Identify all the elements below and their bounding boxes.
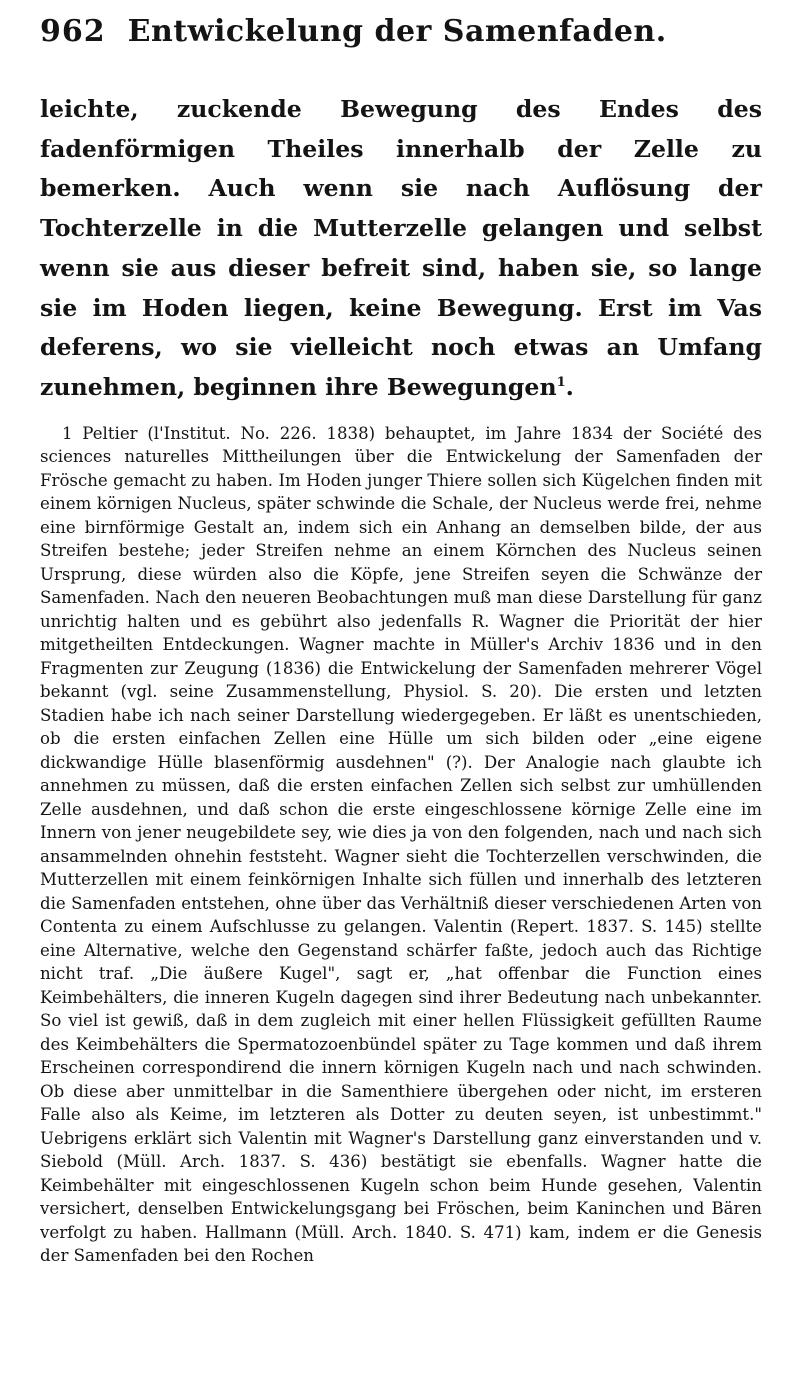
page-heading: Entwickelung der Samenfaden. <box>127 14 667 49</box>
book-page <box>40 14 762 1268</box>
main-paragraph-end: . <box>565 372 574 401</box>
page-number: 962 <box>40 14 106 49</box>
main-paragraph-text: leichte, zuckende Bewegung des Endes des fadenförmigen Theiles innerhalb der Zelle zu bemerken. Auch wenn sie nach Auflösung der Tochterzelle in die Mutterzelle gelangen und selbst wenn sie aus dieser befreit sind, haben sie, so lange sie im Hoden liegen, keine Bewegung. Erst im Vas deferens, wo sie vielleicht noch etwas an Umfang zunehmen, beginnen ihre Bewegungen <box>40 95 762 401</box>
main-text <box>40 90 762 408</box>
running-head <box>40 14 762 60</box>
footnote-reference: 1 <box>556 375 566 391</box>
footnote <box>40 422 762 1268</box>
main-paragraph <box>40 90 762 408</box>
footnote-text: 1 Peltier (l'Institut. No. 226. 1838) behauptet, im Jahre 1834 der Société des sciences naturelles Mittheilungen über die Entwickelung der Samenfaden der Frösche gemacht zu haben. Im Hoden junger Thiere sollen sich Kügelchen finden mit einem körnigen Nucleus, später schwinde die Schale, der Nucleus werde frei, nehme eine birnförmige Gestalt an, indem sich ein Anhang an demselben bilde, der aus Streifen bestehe; jeder Streifen nehme an einem Körnchen des Nucleus seinen Ursprung, diese würden also die Köpfe, jene Streifen seyen die Schwänze der Samenfaden. Nach den neueren Beobachtungen muß man diese Darstellung für ganz unrichtig halten und es gebührt also jedenfalls R. Wagner die Priorität der hier mitgetheilten Entdeckungen. Wagner machte in Müller's Archiv 1836 und in den Fragmenten zur Zeugung (1836) die Entwickelung der Samenfaden mehrerer Vögel bekannt (vgl. seine Zusammenstellung, Physiol. S. 20). Die ersten und letzten Stadien habe ich nach seiner Darstellung wiedergegeben. Er läßt es unentschieden, ob die ersten einfachen Zellen eine Hülle um sich bilden oder „eine eigene dickwandige Hülle blasenförmig ausdehnen" (?). Der Analogie nach glaubte ich annehmen zu müssen, daß die ersten einfachen Zellen sich selbst zur umhüllenden Zelle ausdehnen, und daß schon die erste eingeschlossene körnige Zelle eine im Innern von jener neugebildete sey, wie dies ja von den folgenden, nach und nach sich ansammelnden ohnehin feststeht. Wagner sieht die Tochterzellen verschwinden, die Mutterzellen mit einem feinkörnigen Inhalte sich füllen und innerhalb des letzteren die Samenfaden entstehen, ohne über das Verhältniß dieser verschiedenen Arten von Contenta zu einem Aufschlusse zu gelangen. Valentin (Repert. 1837. S. 145) stellte eine Alternative, welche den Gegenstand schärfer faßte, jedoch auch das Richtige nicht traf. „Die äußere Kugel", sagt er, „hat offenbar die Function eines Keimbehälters, die inneren Kugeln dagegen sind ihrer Bedeutung nach unbekannter. So viel ist gewiß, daß in dem zugleich mit einer hellen Flüssigkeit gefüllten Raume des Keimbehälters die Spermatozoenbündel später zu Tage kommen und daß ihrem Erscheinen correspondirend die innern körnigen Kugeln nach und nach schwinden. Ob diese aber unmittelbar in die Samenthiere übergehen oder nicht, im ersteren Falle also als Keime, im letzteren als Dotter zu deuten seyen, ist unbestimmt." Uebrigens erklärt sich Valentin mit Wagner's Darstellung ganz einverstanden und v. Siebold (Müll. Arch. 1837. S. 436) bestätigt sie ebenfalls. Wagner hatte die Keimbehälter mit eingeschlossenen Kugeln schon beim Hunde gesehen, Valentin versichert, denselben Entwickelungsgang bei Fröschen, beim Kaninchen und Bären verfolgt zu haben. Hallmann (Müll. Arch. 1840. S. 471) kam, indem er die Genesis der Samenfaden bei den Rochen <box>40 423 762 1266</box>
